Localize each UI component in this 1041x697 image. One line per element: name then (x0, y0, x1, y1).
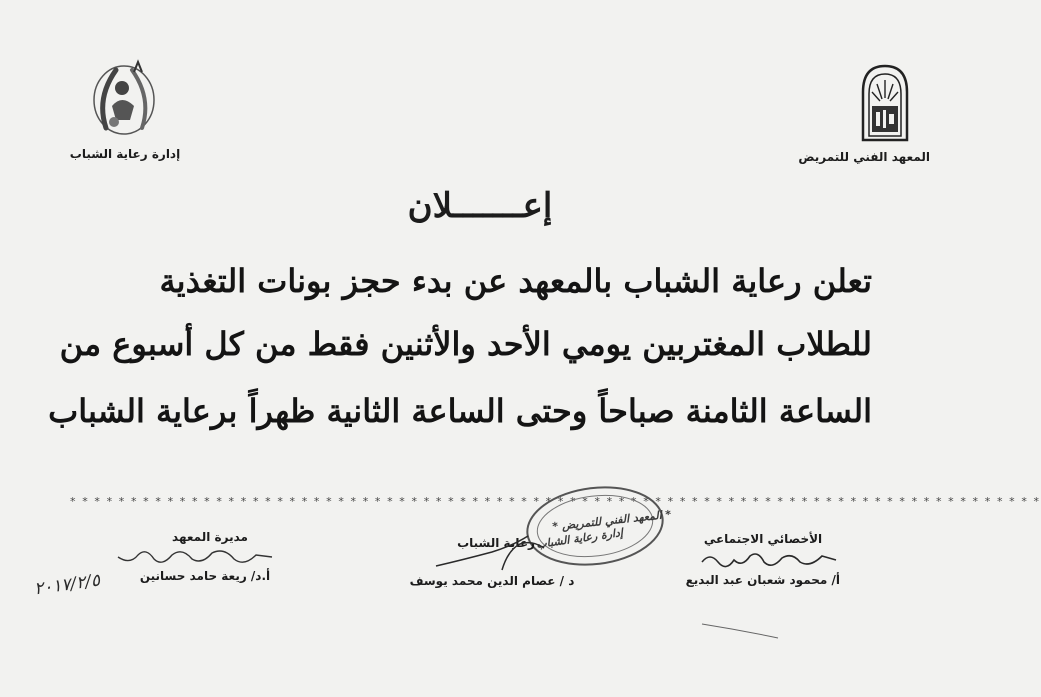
asterisk-divider: * * * * * * * * * * * * * * * * * * * * * * * * * * * * * * * * * * * * * * * * * * * * * * * * * * * * * * * * * * * * * * * * * * * * * * * * * * * * * * * * (70, 495, 1041, 508)
announcement-line-1: تعلن رعاية الشباب بالمعهد عن بدء حجز بونات التغذية (159, 262, 872, 300)
youth-care-logo-icon (86, 58, 162, 138)
stamp-line-2: إدارة رعاية الشباب (535, 525, 624, 552)
dean-signature-icon (116, 545, 276, 569)
dean-title: مديرة المعهد (172, 530, 248, 544)
stamp-line-1: * المعهد الفني للتمريض * (551, 507, 672, 534)
announcement-line-2: للطلاب المغتربين يومي الأحد والأثنين فقط من كل أسبوع من (59, 325, 872, 363)
youth-admin-name: إدارة رعاية الشباب (69, 147, 181, 161)
announcement-line-3: الساعة الثامنة صباحاً وحتى الساعة الثانية ظهراً برعاية الشباب (48, 392, 872, 430)
youth-care-signature-icon (432, 530, 552, 574)
social-worker-name: أ/ محمود شعبان عبد البديع (685, 573, 840, 587)
youth-care-title: رعاية الشباب (457, 536, 535, 550)
dean-name: أ.د/ ريعة حامد حسانين (139, 569, 271, 583)
social-worker-title: الأخصائي الاجتماعي (703, 532, 823, 546)
announcement-title: إعـــــــلان (407, 186, 553, 226)
institute-name: المعهد الفني للتمريض (798, 150, 930, 164)
university-logo-icon (855, 62, 915, 142)
pen-stroke-icon (700, 620, 780, 640)
social-worker-signature-icon (700, 548, 840, 572)
youth-care-name: د / عصام الدين محمد يوسف (409, 574, 575, 588)
handwritten-date: ٢٠١٧/٢/٥ (32, 570, 102, 600)
